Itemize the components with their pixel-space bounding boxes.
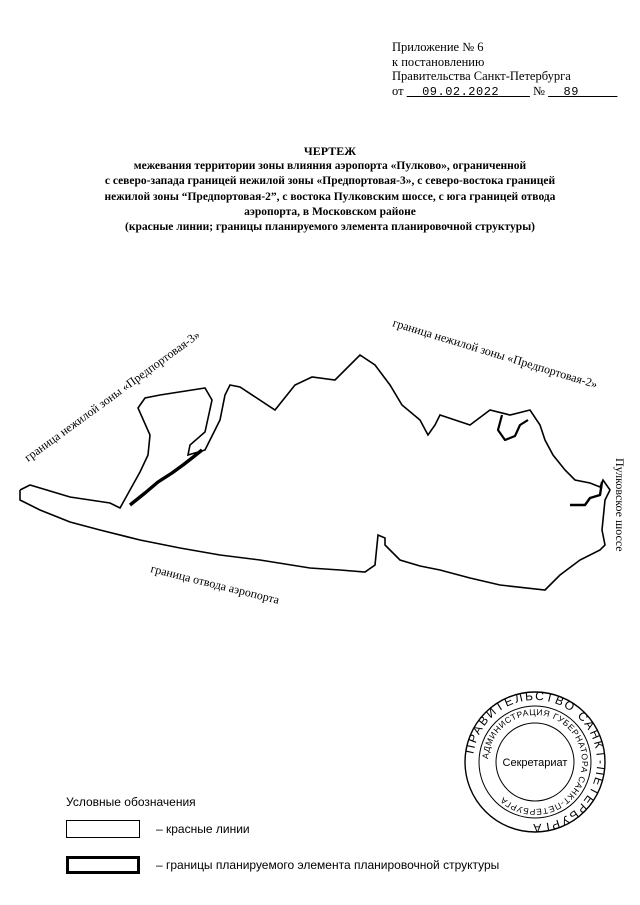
title-line-1: межевания территории зоны влияния аэропорта «Пулково», ограниченной [133, 160, 527, 173]
title-line-4: аэропорта, в Московском районе [244, 205, 416, 218]
annex-line-3: Правительства Санкт-Петербурга [392, 69, 571, 83]
title-heading: ЧЕРТЕЖ [303, 144, 357, 158]
annex-date-value: 09.02.2022 [422, 84, 500, 99]
label-pulkovskoe-shosse: Пулковское шоссе [613, 458, 627, 552]
legend-label-red-lines: – красные линии [156, 822, 250, 836]
legend-item-red-lines [66, 820, 250, 838]
label-predportovaya-3: граница нежилой зоны «Предпортовая-3» [21, 327, 203, 465]
annex-number-value: 89 [563, 84, 579, 99]
legend-title: Условные обозначения [66, 795, 196, 809]
stamp-outer-text: ПРАВИТЕЛЬСТВО САНКТ-ПЕТЕРБУРГА [462, 688, 609, 836]
number-prefix: № [533, 83, 545, 98]
annex-line-2: к постановлению [392, 54, 485, 69]
label-airport-boundary: граница отвода аэропорта [149, 561, 281, 607]
planned-element-boundary [130, 450, 202, 505]
title-line-5: (красные линии; границы планируемого элемента планировочной структуры) [124, 221, 535, 234]
date-prefix: от [392, 83, 404, 98]
label-predportovaya-2: граница нежилой зоны «Предпортовая-2» [391, 315, 600, 392]
legend-swatch-red-lines [66, 820, 140, 838]
stamp-center-text: Секретариат [502, 757, 568, 769]
planned-element-boundary-east [498, 415, 528, 440]
annex-line-1: Приложение № 6 [392, 40, 484, 54]
stamp-inner-text: АДМИНИСТРАЦИЯ ГУБЕРНАТОРА САНКТ-ПЕТЕРБУРГА [480, 706, 591, 818]
title-line-2: с северо-запада границей нежилой зоны «Предпортовая-3», с северо-востока границей [104, 175, 556, 188]
title-line-3: нежилой зоны “Предпортовая-2”, с востока Пулковским шоссе, с юга границей отвода [104, 190, 556, 203]
secretariat-stamp [463, 689, 609, 835]
legend-item-planned-element [66, 856, 499, 874]
legend-swatch-planned-element [66, 856, 140, 874]
legend-label-planned-element: – границы планируемого элемента планировочной структуры [156, 858, 500, 872]
